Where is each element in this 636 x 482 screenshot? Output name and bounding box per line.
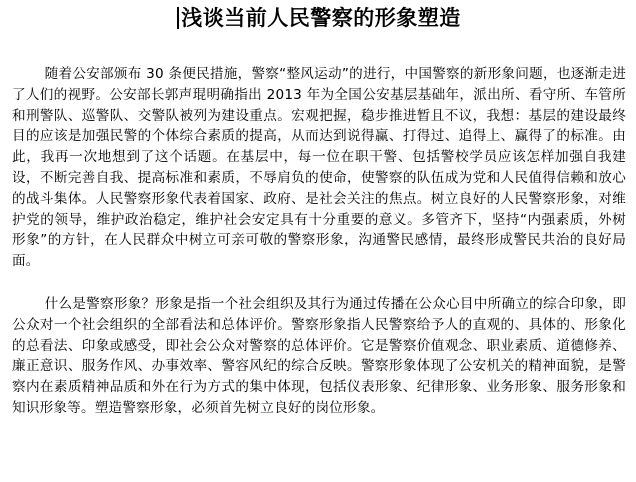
- text-cursor: [177, 7, 179, 29]
- paragraph-2: 什么是警察形象？形象是指一个社会组织及其行为通过传播在公众心目中所确立的综合印象，即公众对一个社会组织的全部看法和总体评价。警察形象指人民警察给予人的直观的、具体的、形象化的总看法、印象或感受，即社会公众对警察的总体评价。它是警察价值观念、职业素质、道德修养、廉正意识、服务作风、办事效率、警容风纪的综合反映。警察形象体现了公安机关的精神面貌，是警察内在素质精神品质和外在行为方式的集中体现，包括仪表形象、纪律形象、业务形象、服务形象和知识形象等。塑造警察形象，必须首先树立良好的岗位形象。: [12, 295, 626, 416]
- title-row: [12, 6, 626, 40]
- paragraph-1: 随着公安部颁布 30 条便民措施，警察“整风运动”的进行，中国警察的新形象问题，也逐渐走进了人们的视野。公安部长郭声琨明确指出 2013 年为全国公安基层基础年，派出所、看守所、车管所和刑警队、巡警队、交警队被列为建设重点。宏观把握，稳步推进暂且不议，我想：基层的建设最终目的应该是加强民警的个体综合素质的提高，从而达到说得赢、打得过、追得上、赢得了的标准。由此，我再一次地想到了这个话题。在基层中，每一位在职干警、包括警校学员应该怎样加强自我建设，不断完善自我、提高标准和素质，不辱肩负的使命，使警察的队伍成为党和人民值得信赖和放心的战斗集体。人民警察形象代表着国家、政府、是社会关注的焦点。树立良好的人民警察形象，对维护党的领导，维护政治稳定，维护社会安定具有十分重要的意义。多管齐下，坚持“内强素质，外树形象”的方针，在人民群众中树立可亲可敬的警察形象，沟通警民感情，最终形成警民共治的良好局面。: [12, 66, 626, 270]
- document-title: 浅谈当前人民警察的形象塑造: [181, 6, 461, 30]
